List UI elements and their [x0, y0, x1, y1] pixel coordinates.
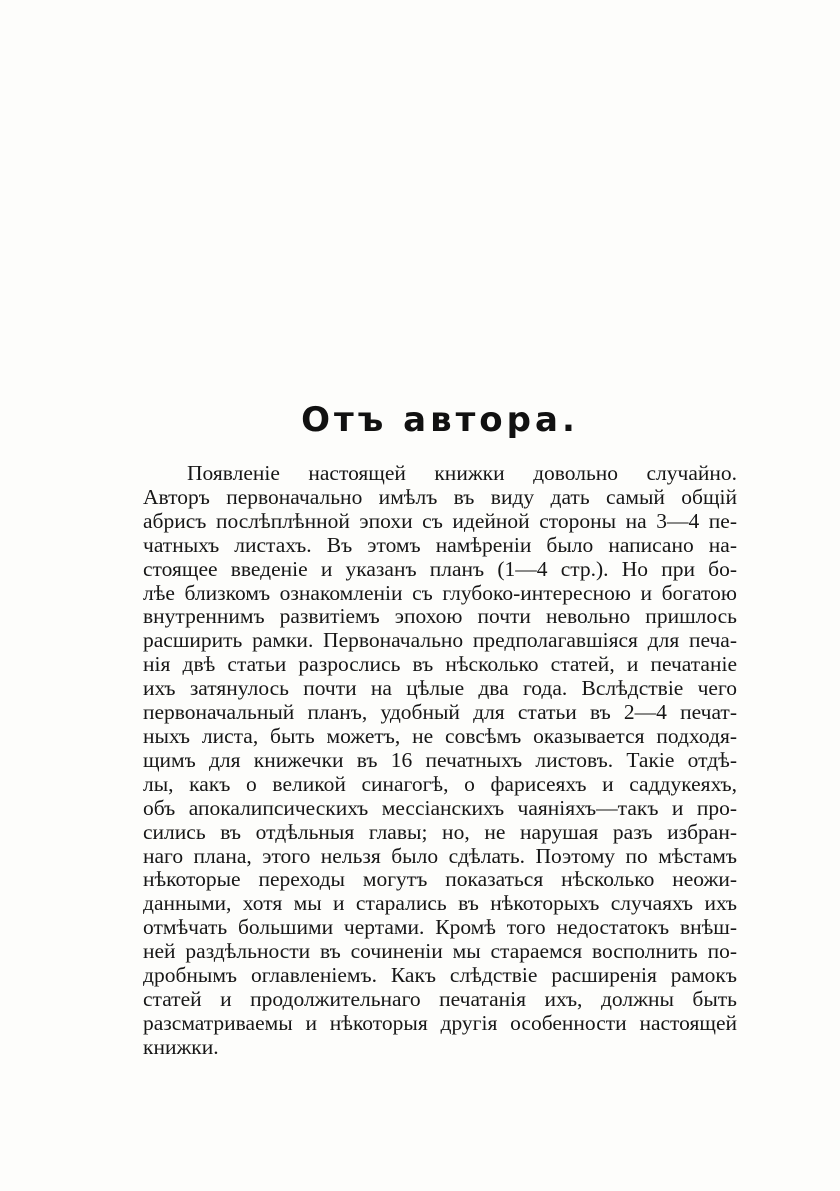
- text-line: разсматриваемы и нѣкоторыя другія особенности настоящей: [143, 1011, 737, 1035]
- text-line: внутреннимъ развитіемъ эпохою почти невольно пришлось: [143, 605, 737, 629]
- text-line: расширить рамки. Первоначально предполагавшіяся для печа-: [143, 629, 737, 653]
- text-line: сились въ отдѣльныя главы; но, не нарушая разъ избран-: [143, 820, 737, 844]
- text-line: ней раздѣльности въ сочиненіи мы стараемся восполнить по-: [143, 940, 737, 964]
- text-line: данными, хотя мы и старались въ нѣкоторыхъ случаяхъ ихъ: [143, 892, 737, 916]
- text-line: лы, какъ о великой синагогѣ, о фарисеяхъ и саддукеяхъ,: [143, 772, 737, 796]
- text-line: стоящее введеніе и указанъ планъ (1—4 стр.). Но при бо-: [143, 557, 737, 581]
- text-line: ныхъ листа, быть можетъ, не совсѣмъ оказывается подходя-: [143, 724, 737, 748]
- text-line: статей и продолжительнаго печатанія ихъ, должны быть: [143, 987, 737, 1011]
- preface-paragraph: [143, 462, 737, 1060]
- text-line: чатныхъ листахъ. Въ этомъ намѣреніи было написано на-: [143, 533, 737, 557]
- text-line: объ апокалипсическихъ мессіанскихъ чаяніяхъ—такъ и про-: [143, 796, 737, 820]
- text-line: отмѣчать большими чертами. Кромѣ того недостатокъ внѣш-: [143, 916, 737, 940]
- text-line: абрисъ послѣплѣнной эпохи съ идейной стороны на 3—4 пе-: [143, 509, 737, 533]
- text-line: лѣе близкомъ ознакомленіи съ глубоко-интересною и богатою: [143, 581, 737, 605]
- text-line: нѣкоторые переходы могутъ показаться нѣсколько неожи-: [143, 868, 737, 892]
- text-line: нія двѣ статьи разрослись въ нѣсколько статей, и печатаніе: [143, 653, 737, 677]
- text-line: дробнымъ оглавленіемъ. Какъ слѣдствіе расширенія рамокъ: [143, 964, 737, 988]
- text-line: ихъ затянулось почти на цѣлые два года. Вслѣдствіе чего: [143, 677, 737, 701]
- page-title: Отъ автора.: [301, 400, 579, 440]
- text-line: наго плана, этого нельзя было сдѣлать. Поэтому по мѣстамъ: [143, 844, 737, 868]
- text-line: щимъ для книжечки въ 16 печатныхъ листовъ. Такіе отдѣ-: [143, 748, 737, 772]
- text-line: Авторъ первоначально имѣлъ въ виду дать самый общій: [143, 485, 737, 509]
- text-line: Появленіе настоящей книжки довольно случайно.: [187, 462, 737, 485]
- text-line: первоначальный планъ, удобный для статьи въ 2—4 печат-: [143, 701, 737, 725]
- text-line: книжки.: [143, 1035, 219, 1059]
